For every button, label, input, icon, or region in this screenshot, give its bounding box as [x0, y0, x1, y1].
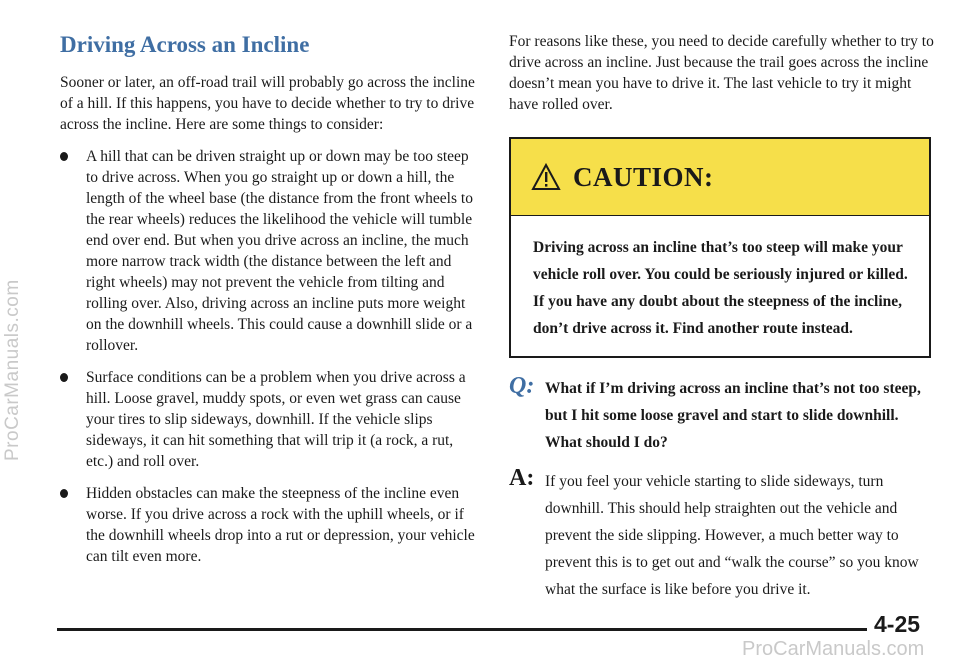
watermark-text: ProCarManuals.com: [2, 279, 23, 461]
caution-body: [511, 216, 929, 356]
bullet-text: A hill that can be driven straight up or down may be too steep to drive across. When you go straight up or down a hill, the length of the wheel base (the distance from the front wheels to the rear wheels) reduces the likelihood the vehicle will tumble end over end. But when you drive across an incline, the much more narrow track width (the distance between the left and right wheels) may not prevent the vehicle from tilting and rolling over. Also, driving across an incline puts more weight on the downhill wheels. This could cause a downhill slide or a rollover.: [86, 148, 473, 354]
section-heading: Driving Across an Incline: [60, 32, 310, 57]
page-number: 4-25: [874, 611, 921, 637]
caution-title: CAUTION:: [573, 161, 714, 192]
question-text: What if I’m driving across an incline that’s not too steep, but I hit some loose gravel and start to slide downhill. What should I do?: [545, 380, 921, 451]
bullet-icon: [60, 152, 68, 161]
answer-block: [509, 465, 934, 603]
question-block: [509, 375, 934, 456]
reasons-paragraph: For reasons like these, you need to decide carefully whether to try to drive across an incline. Just because the trail goes across the incline doesn’t mean you have to drive it. The last vehicle to try it might have rolled over.: [509, 33, 934, 113]
bullet-text: Surface conditions can be a problem when you drive across a hill. Loose gravel, muddy spots, or even wet grass can cause your tires to slip sideways, downhill. If the vehicle slips sideways, it can hit something that will trip it (a rock, a rut, etc.) and roll over.: [86, 369, 466, 470]
caution-text: Driving across an incline that’s too steep will make your vehicle roll over. You could be seriously injured or killed. If you have any doubt about the steepness of the incline, don’t drive across it. Find another route instead.: [533, 239, 908, 337]
caution-box: [509, 137, 931, 358]
list-item: [60, 146, 476, 356]
left-column: [60, 32, 476, 578]
consideration-list: [60, 146, 476, 567]
list-item: [60, 367, 476, 472]
answer-mark-label: A:: [509, 465, 535, 491]
bullet-icon: [60, 489, 68, 498]
footer-rule: [57, 628, 867, 631]
intro-paragraph: Sooner or later, an off-road trail will probably go across the incline of a hill. If this happens, you have to decide whether to try to drive across the incline. Here are some things to consider:: [60, 74, 475, 133]
right-column: [509, 31, 934, 603]
bullet-text: Hidden obstacles can make the steepness of the incline even worse. If you drive across a rock with the uphill wheels, or if the downhill wheels drop into a rut or depression, your vehicle can tilt even more.: [86, 485, 475, 565]
list-item: [60, 483, 476, 567]
warning-triangle-icon: [531, 163, 561, 191]
bullet-icon: [60, 373, 68, 382]
question-mark-label: Q:: [509, 373, 535, 399]
caution-header: [511, 139, 929, 216]
footer-watermark: ProCarManuals.com: [742, 638, 925, 660]
answer-text: If you feel your vehicle starting to slide sideways, turn downhill. This should help straighten out the vehicle and prevent the side slipping. However, a much better way to prevent this is to get out and “walk the course” so you know what the surface is like before you drive it.: [545, 473, 919, 598]
